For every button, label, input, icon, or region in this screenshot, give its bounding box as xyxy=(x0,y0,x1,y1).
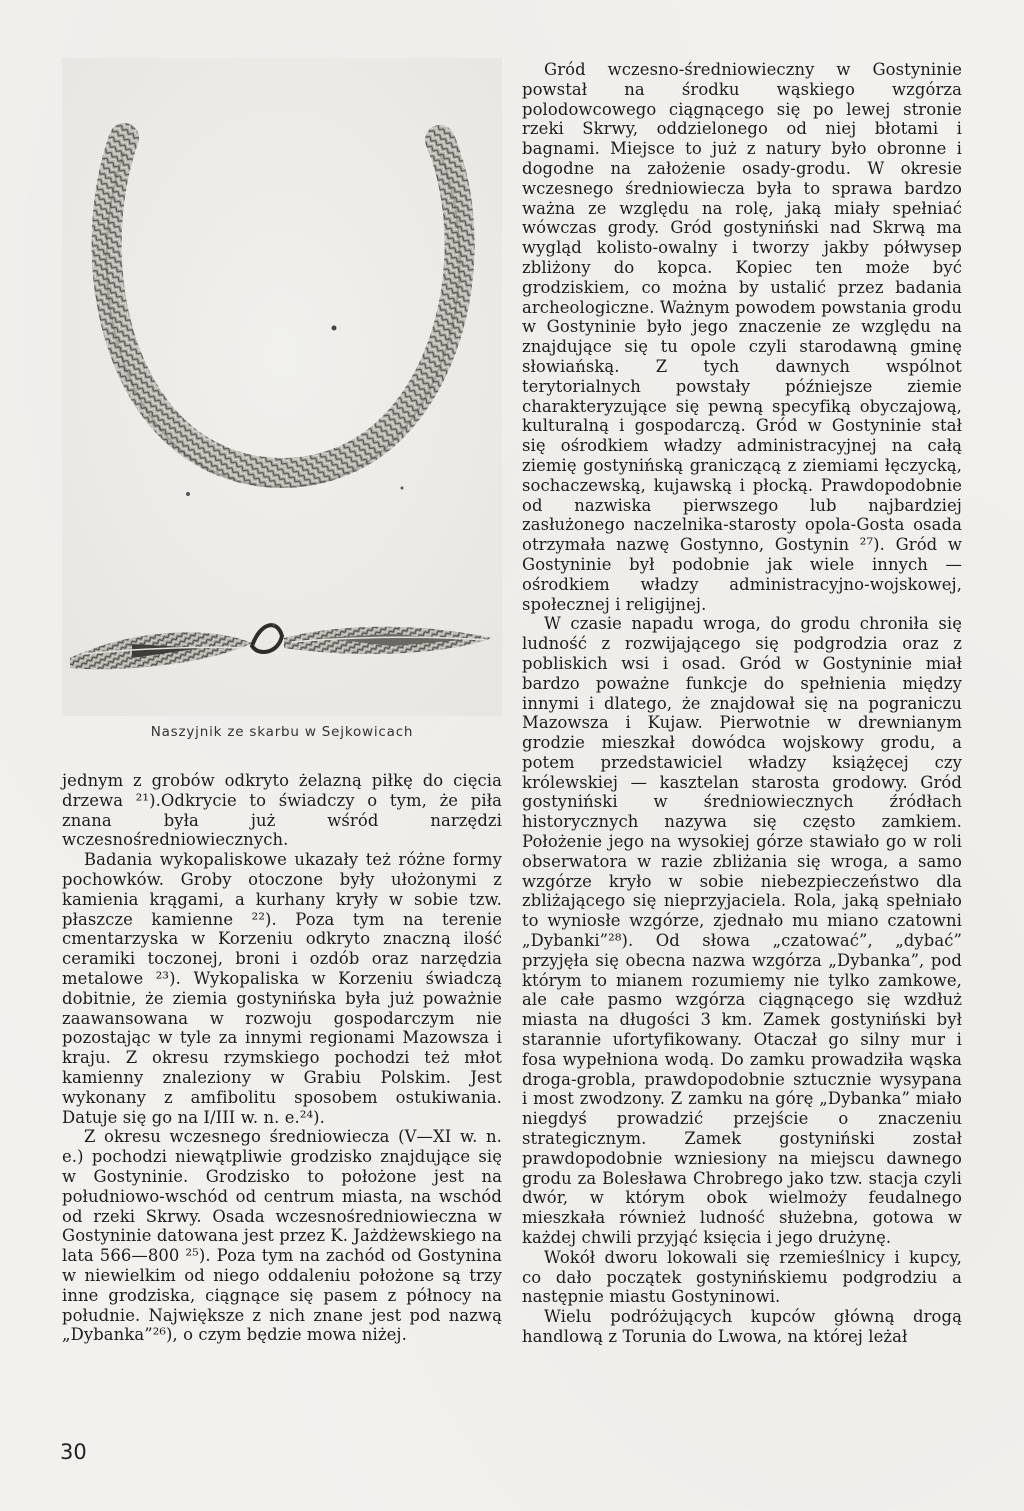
page-number: 30 xyxy=(60,1440,87,1464)
left-paragraph-2: Badania wykopaliskowe ukazały też różne formy pochowków. Groby otoczone były ułożonymi z kamienia krągami, a kurhany kryły w sobie tzw. płaszcze kamienne ²²). Poza tym na terenie cmentarzyska w Korzeniu odkryto znaczną ilość ceramiki toczonej, broni i ozdób oraz narzędzia metalowe ²³). Wykopaliska w Korzeniu świadczą dobitnie, że ziemia gostynińska była już poważnie zaawansowana w rozwoju gospodarczym nie pozostając w tyle za innymi regionami Mazowsza i kraju. Z okresu rzymskiego pochodzi też młot kamienny znaleziony w Grabiu Polskim. Jest wykonany z amfibolitu sposobem ostukiwania. Datuje się go na I/III w. n. e.²⁴). xyxy=(62,850,502,1127)
right-text-column xyxy=(522,60,962,1347)
necklace-photo xyxy=(62,58,502,716)
figure-caption: Naszyjnik ze skarbu w Sejkowicach xyxy=(150,724,414,740)
left-paragraph-3: Z okresu wczesnego średniowiecza (V—XI w. n. e.) pochodzi niewątpliwie grodzisko znajdujące się w Gostyninie. Grodzisko to położone jest na południowo-wschód od centrum miasta, na wschód od rzeki Skrwy. Osada wczesnośredniowieczna w Gostyninie datowana jest przez K. Jażdżewskiego na lata 566—800 ²⁵). Poza tym na zachód od Gostynina w niewielkim od niego oddaleniu położone są trzy inne grodziska, ciągnące się pasem z północy na południe. Największe z nich znane jest pod nazwą „Dybanka”²⁶), o czym będzie mowa niżej. xyxy=(62,1127,502,1345)
right-paragraph-1: Gród wczesno-średniowieczny w Gostyninie powstał na środku wąskiego wzgórza polodowcowego ciągnącego się po lewej stronie rzeki Skrwy, oddzielonego od niej błotami i bagnami. Miejsce to już z natury było obronne i dogodne na założenie osady-grodu. W okresie wczesnego średniowiecza była to sprawa bardzo ważna ze względu na rolę, jaką miały spełniać wówczas grody. Gród gostyniński nad Skrwą ma wygląd kolisto-owalny i tworzy jakby półwysep zbliżony do kopca. Kopiec ten może być grodziskiem, co można by ustalić przez badania archeologiczne. Ważnym powodem powstania grodu w Gostyninie było jego znaczenie ze względu na znajdujące się tu opole czyli starodawną gminę słowiańską. Z tych dawnych wspólnot terytorialnych powstały późniejsze ziemie charakteryzujące się pewną specyfiką obyczajową, kulturalną i gospodarczą. Gród w Gostyninie stał się ośrodkiem władzy administracyjnej na całą ziemię gostynińską graniczącą z ziemiami łęczycką, sochaczewską, kujawską i płocką. Prawdopodobnie od nazwiska pierwszego lub najbardziej zasłużonego naczelnika-starosty opola-Gosta osada otrzymała nazwę Gostynno, Gostynin ²⁷). Gród w Gostyninie był podobnie jak wiele innych — ośrodkiem władzy administracyjno-wojskowej, społecznej i religijnej. xyxy=(522,60,962,614)
right-paragraph-3: Wokół dworu lokowali się rzemieślnicy i kupcy, co dało początek gostynińskiemu podgrodziu a następnie miastu Gostyninowi. xyxy=(522,1247,962,1307)
right-paragraph-4: Wielu podróżujących kupców główną drogą handlową z Torunia do Lwowa, na której leżał xyxy=(522,1307,962,1346)
right-paragraph-2: W czasie napadu wroga, do grodu chroniła się ludność z rozwijającego się podgrodzia oraz z pobliskich wsi i osad. Gród w Gostyninie miał bardzo poważne funkcje do spełnienia między innymi i dlatego, że znajdował się na pograniczu Mazowsza i Kujaw. Pierwotnie w drewnianym grodzie mieszkał dowódca wojskowy grodu, a potem przedstawiciel władzy książęcej czy królewskiej — kasztelan starosta grodowy. Gród gostyniński w średniowiecznych źródłach historycznych nazywa się często zamkiem. Położenie jego na wysokiej górze stawiało go w roli obserwatora w razie zbliżania się wroga, a samo wzgórze kryło w sobie niebezpieczeństwo dla zbliżającego się nieprzyjaciela. Rola, jaką spełniało to wyniosłe wzgórze, zjednało mu miano czatowni „Dybanki”²⁸). Od słowa „czatować”, „dybać” przyjęła się obecna nazwa wzgórza „Dybanka”, pod którym to mianem rozumiemy nie tylko zamkowe, ale całe pasmo wzgórza ciągnącego się wzdłuż miasta na długości 3 km. Zamek gostyniński był starannie ufortyfikowany. Otaczał go silny mur i fosa wypełniona wodą. Do zamku prowadziła wąska droga-grobla, prawdopodobnie sztucznie wysypana i most zwodzony. Z zamku na górę „Dybanka” miało niegdyś prowadzić przejście o znaczeniu strategicznym. Zamek gostyniński został prawdopodobnie wzniesiony na miejscu dawnego grodu za Bolesława Chrobrego jako tzw. stacja czyli dwór, w którym obok wielmoży feudalnego mieszkała również ludność służebna, gotowa w każdej chwili przyjąć księcia i jego drużynę. xyxy=(522,614,962,1248)
left-text-column xyxy=(62,771,502,1345)
left-paragraph-1: jednym z grobów odkryto żelazną piłkę do cięcia drzewa ²¹).Odkrycie to świadczy o tym, że piła znana była już wśród narzędzi wczesnośredniowiecznych. xyxy=(62,771,502,850)
